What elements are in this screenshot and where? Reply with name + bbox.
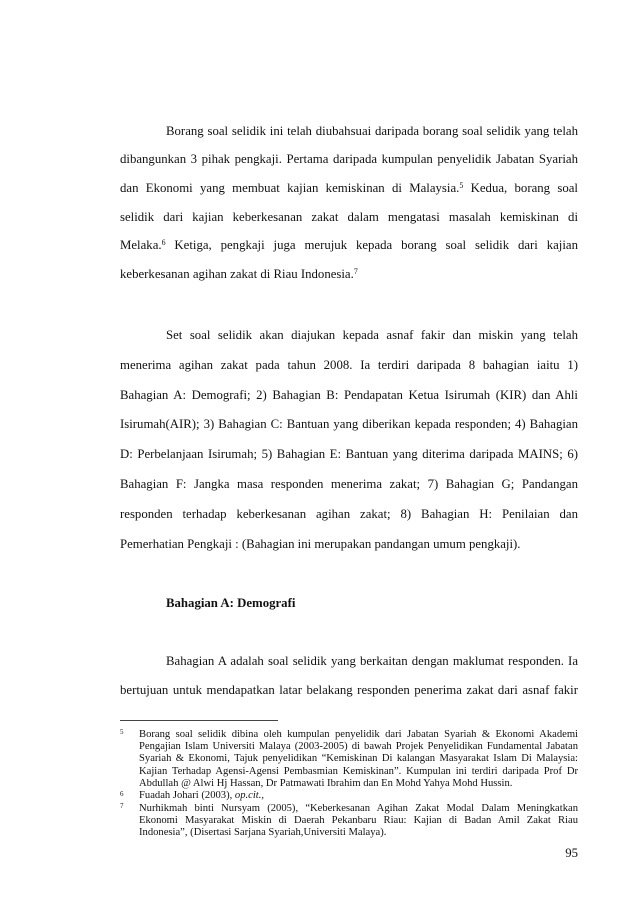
paragraph-3 xyxy=(120,647,578,705)
footnote-reference: 6 xyxy=(161,237,166,247)
body-line-text: keberkesanan agihan zakat di Riau Indonesia. xyxy=(120,267,354,282)
body-line: Bahagian F: Jangka masa responden menerima zakat; 7) Bahagian G; Pandangan xyxy=(120,477,578,492)
footnote-number: 5 xyxy=(120,728,124,737)
section-heading: Bahagian A: Demografi xyxy=(166,595,296,610)
footnote-number: 7 xyxy=(120,802,124,811)
body-line: Borang soal selidik ini telah diubahsuai daripada borang soal selidik yang telah xyxy=(166,123,578,138)
footnote-text: Fuadah Johari (2003), xyxy=(139,790,235,802)
body-line xyxy=(120,174,578,203)
footnote-reference: 5 xyxy=(459,180,464,190)
paragraph-2 xyxy=(120,321,578,559)
body-line: D: Perbelanjaan Isirumah; 5) Bahagian E: Bantuan yang diterima daripada MAINS; 6) xyxy=(120,447,578,462)
footnote-line: Ekonomi Masyarakat Miskin di Daerah Pekanbaru Riau: Kajian di Badan Amil Zakat Riau xyxy=(139,814,578,826)
body-line xyxy=(120,231,578,260)
body-line-text: Melaka. xyxy=(120,238,162,253)
paragraph-1 xyxy=(120,117,578,289)
footnote-emphasis: op.cit., xyxy=(234,790,265,802)
footnote-line: Nurhikmah binti Nursyam (2005), “Keberkesanan Agihan Zakat Modal Dalam Meningkatkan xyxy=(139,802,578,814)
body-line-text: dan Ekonomi yang membuat kajian kemiskinan di Malaysia. xyxy=(120,180,460,195)
body-line: Isirumah(AIR); 3) Bahagian C: Bantuan yang diberikan kepada responden; 4) Bahagian xyxy=(120,417,578,432)
page-number: 95 xyxy=(565,846,578,860)
footnotes xyxy=(120,729,578,840)
body-line-text: Ketiga, pengkaji juga merujuk kepada borang soal selidik dari kajian xyxy=(165,238,578,253)
footnote xyxy=(120,729,578,790)
body-line: bertujuan untuk mendapatkan latar belakang responden penerima zakat dari asnaf fakir xyxy=(120,682,578,697)
footnote-number: 6 xyxy=(120,789,124,798)
footnote-line: Abdullah @ Alwi Hj Hassan, Dr Patmawati Ibrahim dan En Mohd Yahya Mohd Hussin. xyxy=(139,778,513,790)
body-line: dibangunkan 3 pihak pengkaji. Pertama daripada kumpulan penyelidik Jabatan Syariah xyxy=(120,152,578,167)
footnote-line: Kajian Terhadap Agensi-Agensi Pembasmian Kemiskinan”. Kumpulan ini terdiri daripada Prof Dr xyxy=(139,765,578,777)
body-line: responden terhadap keberkesanan agihan zakat; 8) Bahagian H: Penilaian dan xyxy=(120,506,578,521)
footnote-line: Indonesia”, (Disertasi Sarjana Syariah,Universiti Malaya). xyxy=(139,827,387,839)
body-line: Bahagian A: Demografi; 2) Bahagian B: Pendapatan Ketua Isirumah (KIR) dan Ahli xyxy=(120,387,578,402)
body-line: Bahagian A adalah soal selidik yang berkaitan dengan maklumat responden. Ia xyxy=(166,653,578,668)
body-line-text: Kedua, borang soal xyxy=(463,180,578,195)
footnote-line: Borang soal selidik dibina oleh kumpulan penyelidik dari Jabatan Syariah & Ekonomi Akademi xyxy=(139,728,578,740)
body-line: menerima agihan zakat pada tahun 2008. Ia terdiri daripada 8 bahagian iaitu 1) xyxy=(120,357,578,372)
footnote-line: Syariah & Ekonomi, Tajuk penyelidikan “Kemiskinan Di kalangan Masyarakat Islam Di Malaysia: xyxy=(139,753,578,765)
footnote-reference: 7 xyxy=(353,266,358,276)
footnote xyxy=(120,790,578,802)
footnote-line xyxy=(139,790,578,802)
body-line: selidik dari kajian keberkesanan zakat dalam mengatasi masalah kemiskinan di xyxy=(120,209,578,224)
footnote-line: Pengajian Islam Universiti Malaya (2003-2005) di bawah Projek Penyelidikan Fundamental Jabatan xyxy=(139,741,578,753)
footnote xyxy=(120,803,578,840)
body-line: Set soal selidik akan diajukan kepada asnaf fakir dan miskin yang telah xyxy=(166,328,578,343)
body-line xyxy=(120,260,578,289)
footnote-separator xyxy=(120,720,278,721)
body-line: Pemerhatian Pengkaji : (Bahagian ini merupakan pandangan umum pengkaji). xyxy=(120,536,521,551)
